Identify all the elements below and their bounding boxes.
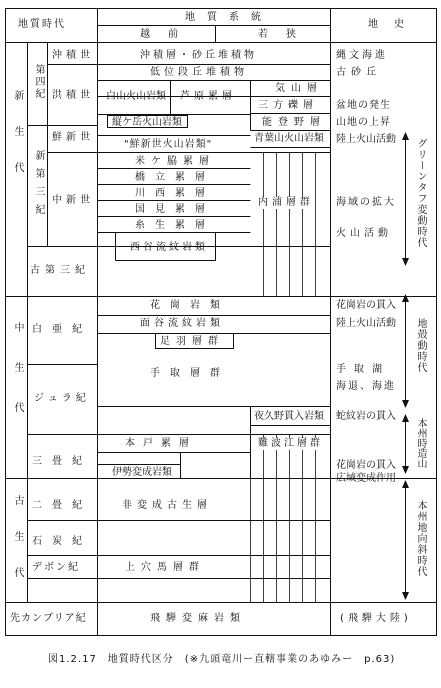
period-permian: 二畳紀 [32,500,92,511]
header-echizen: 越前 [140,29,196,40]
epoch-miocene: 中新世 [52,195,94,206]
history-jomon: 縄文海進 [336,50,388,61]
stratum-tateyama: 縦ケ岳火山岩類 [112,117,182,128]
history-tetori-ko: 手取湖 [336,364,390,375]
era-precambrian: 先カンブリア紀 [10,613,87,624]
stratum-mikata: 三方礫層 [258,100,318,111]
period-carboniferous: 石炭紀 [32,536,92,547]
stratum-isehen: 伊勢変成岩類 [112,467,172,478]
history-kazan: 火山活動 [336,228,392,239]
stratum-yonegawaki: 米ケ脇累層 [135,156,215,167]
history-rikujo2: 陸上火山活動 [336,318,396,329]
era-chusei: 中生代 [12,322,23,442]
stratum-hida: 飛騨変麻岩類 [150,613,246,624]
epoch-pleistocene: 洪積世 [52,90,94,101]
history-bonchi: 盆地の発生 [336,100,391,111]
stratum-aoba: 青葉山火山岩類 [254,133,324,144]
history-kosakyu: 古砂丘 [336,67,381,78]
stratum-senshinsei: "鮮新世火山岩類" [124,139,213,150]
stratum-ashihara: 芦原累層 [180,91,236,102]
stratum-kamianama: 上穴馬層群 [125,562,205,573]
period-devonian: デボン紀 [32,562,80,573]
side-label-chishuku: 地殻動時代 [412,318,426,373]
stratum-motodo: 本戸累層 [125,438,197,449]
period-kodaisanki: 古第三紀 [30,265,90,276]
side-label-green-tuff: グリーンタフ変動時代 [412,138,426,248]
history-kaiiki: 海域の拡大 [336,197,396,208]
history-sanchi: 山地の上昇 [336,117,391,128]
stratum-nishitani: 西谷流紋岩類 [130,242,208,253]
stratum-chuseki: 沖積層・砂丘堆積物 [140,50,257,61]
stratum-notono: 能登野層 [262,117,326,128]
stratum-tetori: 手取層群 [150,368,230,379]
history-rikujo1: 陸上火山活動 [336,134,396,145]
period-hakuaki: 白亜紀 [32,324,92,335]
side-label-honshu-chiko: 本州地向斜時代 [412,500,426,577]
stratum-kiyama: 気山層 [275,83,323,94]
era-shinsei: 新生代 [12,90,23,198]
history-kakogan-kannyu2: 花崗岩の貫入 [336,460,396,471]
stratum-teiidankyu: 低位段丘堆積物 [150,67,248,78]
stratum-nabae: 難波江層群 [258,438,323,449]
history-kaitai: 海退、海進 [336,381,396,392]
history-kakogan-kannyu: 花崗岩の貫入 [336,300,396,311]
header-chidai: 地質時代 [18,19,66,30]
history-kouiki: 広域変成作用 [336,473,396,484]
stratum-itoo: 糸生累層 [135,220,215,231]
stratum-hakusan: 白山火山岩類 [106,91,166,102]
era-kosei: 古生代 [12,495,23,603]
stratum-uchiura: 内浦層群 [258,197,314,208]
side-label-honshu-zosan: 本州時造山 [412,418,426,468]
period-shindaisanki: 新第三紀 [33,150,44,222]
stratum-ashiba: 足羽層群 [160,336,224,347]
header-chishi: 地史 [368,19,420,30]
stratum-hashidate: 橋立累層 [135,172,215,183]
epoch-holocene: 沖積世 [52,50,94,61]
stratum-kunimi: 国見累層 [135,204,215,215]
header-keito: 地質系統 [185,12,273,23]
stratum-kawanishi: 川西累層 [135,188,215,199]
stratum-omotedani: 面谷流紋岩類 [140,318,224,329]
figure-caption: 図1.2.17 地質時代区分 (※九頭竜川ー直轄事業のあゆみー p.63) [48,654,396,665]
history-jamongan: 蛇紋岩の貫入 [336,411,396,422]
epoch-pliocene: 鮮新世 [52,132,94,143]
period-jurassic: ジュラ紀 [34,393,90,404]
stratum-yakuno: 夜久野貫入岩類 [254,411,324,422]
stratum-hihensei: 非変成古生層 [122,500,212,511]
period-triassic: 三畳紀 [32,456,92,467]
stratum-kakogan: 花崗岩類 [150,300,230,311]
history-hida-tairiku: (飛騨大陸) [340,613,412,624]
period-daiyonki: 第四紀 [33,64,44,100]
header-wakasa: 若狭 [258,29,314,40]
